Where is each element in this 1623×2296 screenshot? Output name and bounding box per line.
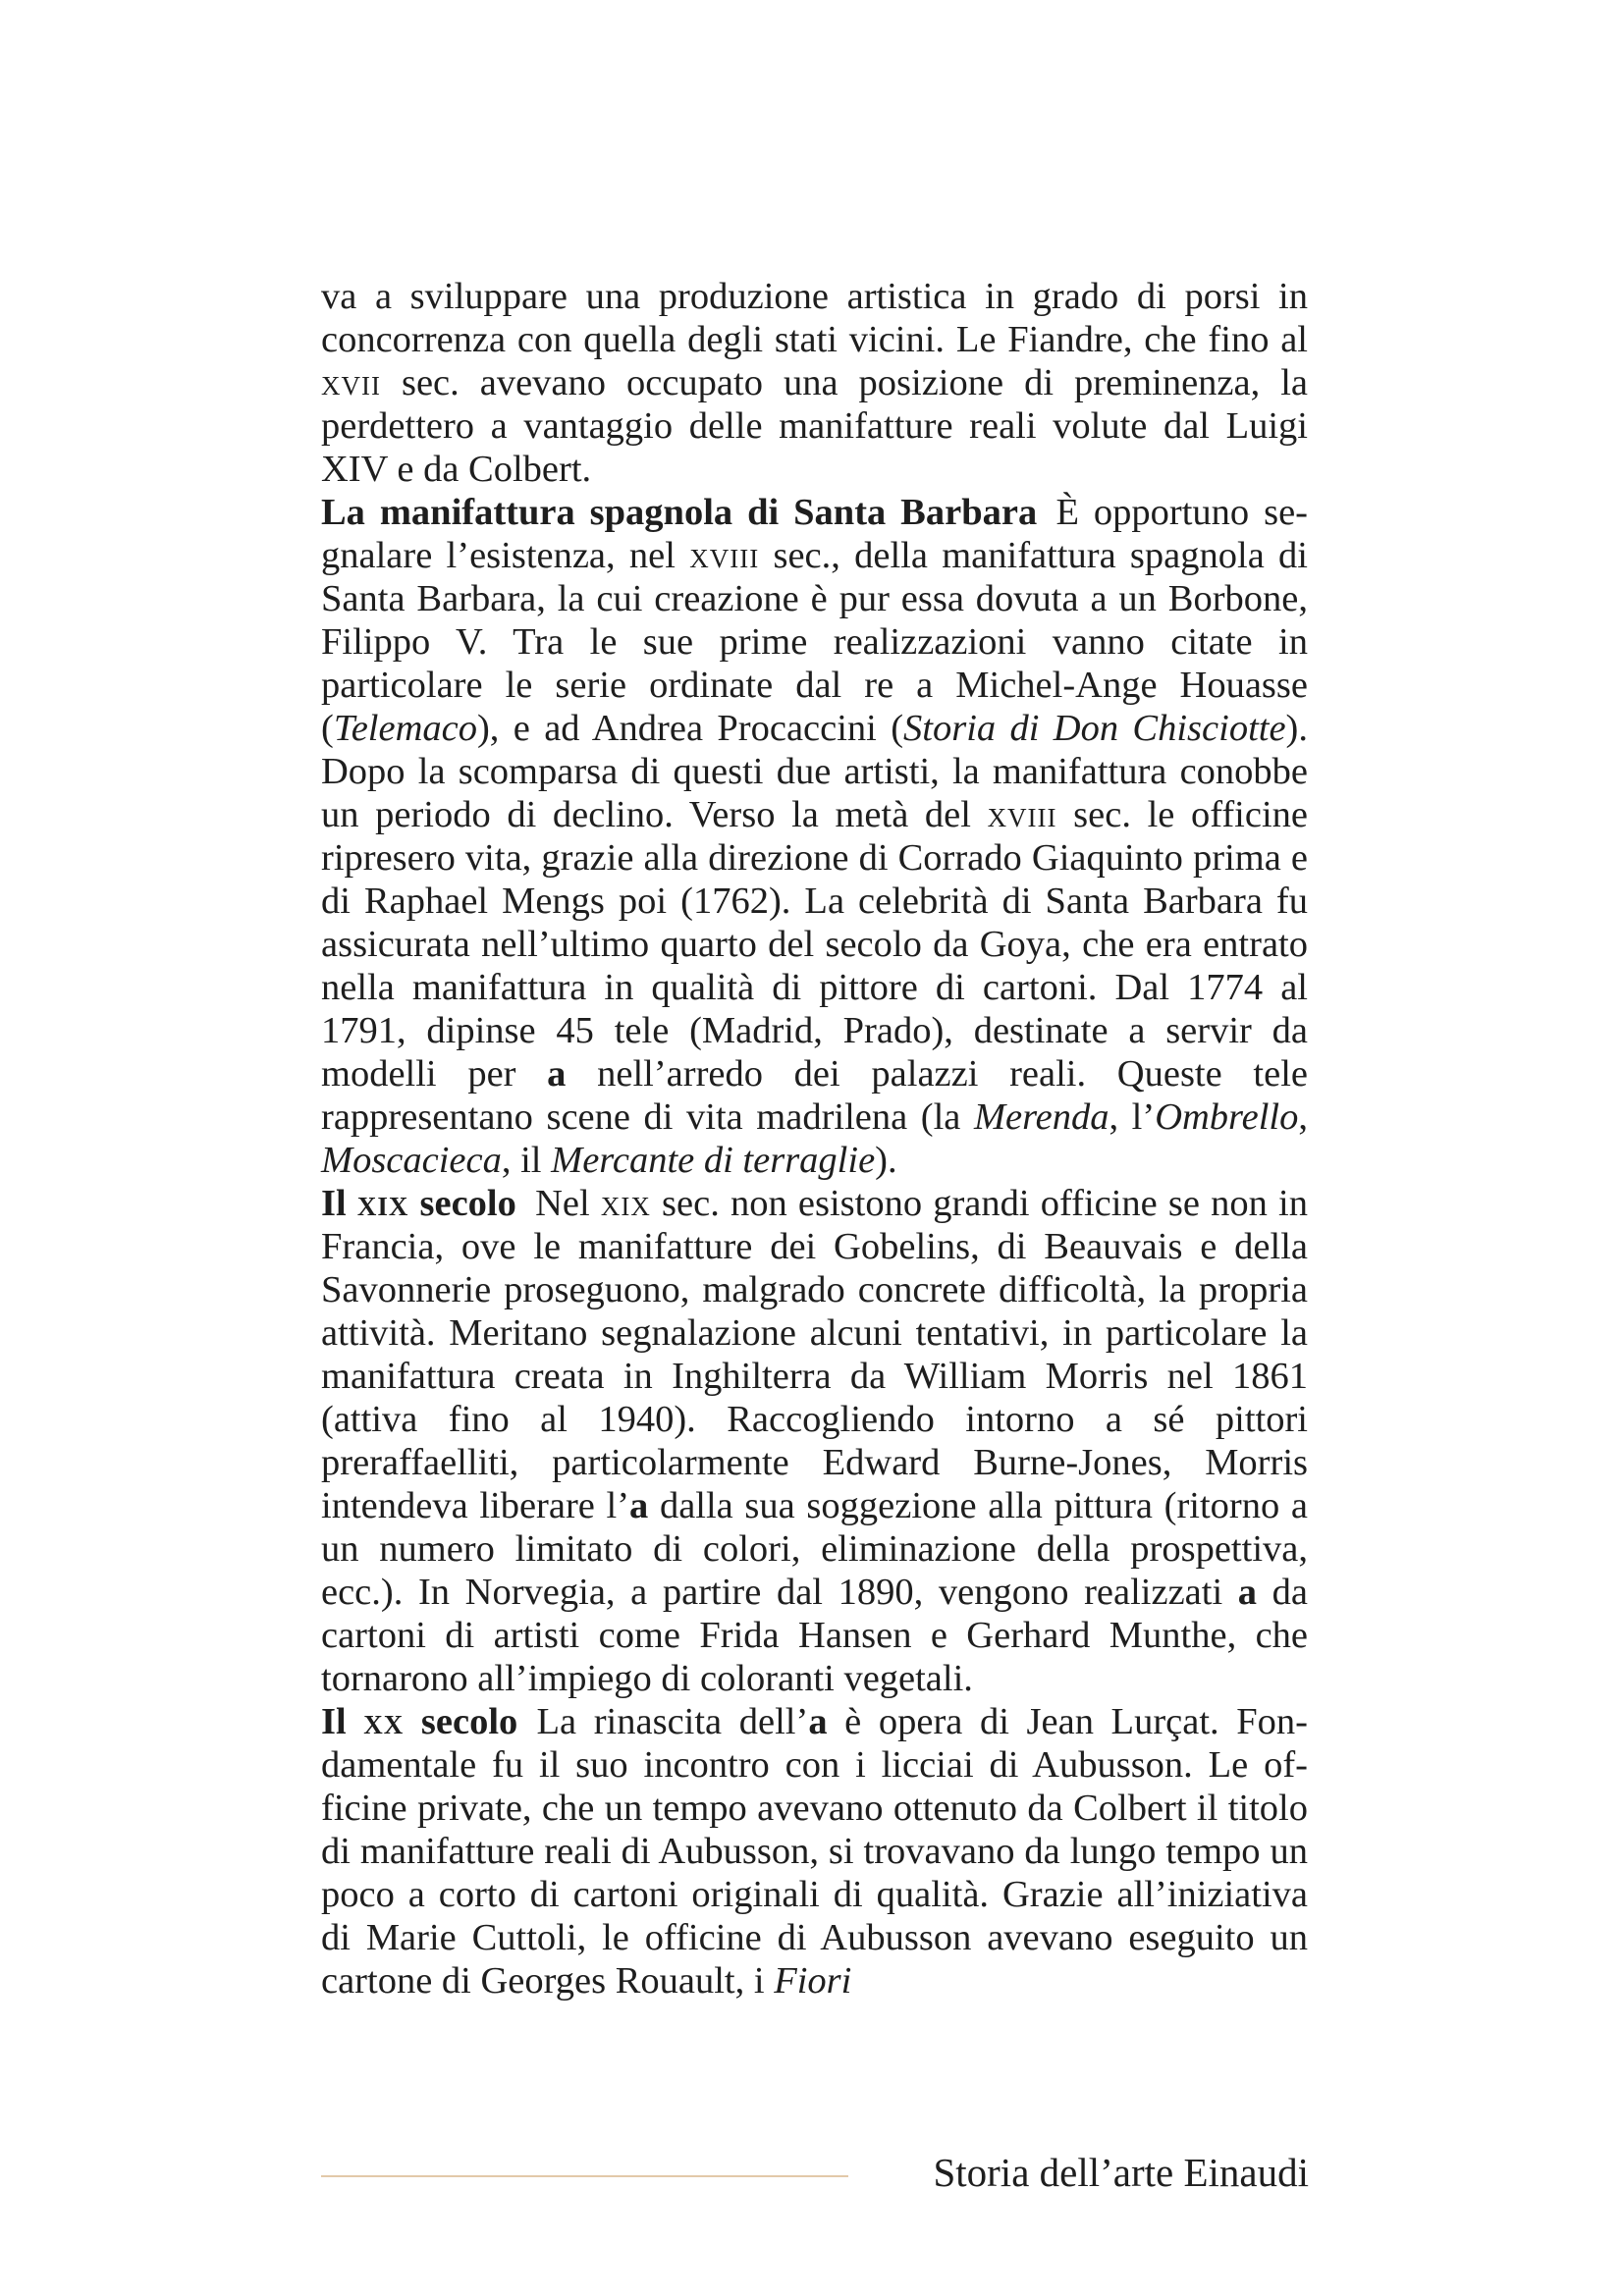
text-run: Fiori <box>774 1960 852 2002</box>
text-run: Mercante di terraglie <box>551 1140 876 1181</box>
text-run: sec. avevano occupato una posizione di preminenza, la perdettero a vantaggio delle manifatture reali volute dal Luigi XIV e da Colbert. <box>321 362 1308 490</box>
text-run: La rinascita dell’ <box>517 1701 809 1742</box>
footer-title: Storia dell’arte Einaudi <box>933 2150 1309 2195</box>
text-run: sec. le officine ripresero vita, grazie alla direzione di Corrado Giaquinto prima e di Raphael Mengs poi (1762). La celebrità di Santa Barbara fu assicurata nell’ultimo quarto del secolo da Goya, che era entrato nella manifattura in qualità di pittore di cartoni. Dal 1774 al 1791, dipinse 45 tele (Madrid, Prado), destinate a servir da modelli per <box>321 794 1308 1095</box>
text-run: xix <box>600 1183 651 1224</box>
text-run: sec. non esistono grandi officine se non in Francia, ove le manifatture dei Gobelins, di Beauvais e della Savonnerie proseguono, malgrado concrete difficoltà, la propria attività. Meritano segnalazione alcuni tentativi, in particolare la manifattura creata in Inghilterra da William Morris nel 1861 (attiva fino al 1940). Raccogliendo intorno a sé pittori preraffaelliti, particolarmente Edward Burne-Jones, Morris intendeva liberare l’ <box>321 1183 1308 1526</box>
section-heading-run: xx <box>363 1701 405 1742</box>
text-run: nell’arredo dei palazzi reali. Queste tele rappresentano scene di vita madrilena (la <box>321 1053 1308 1138</box>
text-run: Storia di Don Chisciotte <box>903 708 1286 749</box>
text-run: ), e ad Andrea Procaccini ( <box>476 708 904 749</box>
text-run: ). Dopo la scomparsa di questi due artisti, la manifattura conobbe un periodo di declino. Verso la metà del <box>321 708 1308 835</box>
footer-rule <box>321 2175 848 2177</box>
paragraph-santa-barbara <box>321 491 1308 1182</box>
text-run: , il <box>501 1140 552 1181</box>
paragraph-intro <box>321 275 1308 491</box>
text-run: ). <box>875 1140 897 1181</box>
text-run: dalla sua soggezione alla pittura (ritorno a un numero limitato di colori, eliminazione della prospettiva, ecc.). In Norvegia, a partire dal 1890, vengono realizzati <box>321 1485 1308 1613</box>
text-run: , l’ <box>1109 1096 1156 1138</box>
section-heading-run: La manifattura spagnola di Santa Barbara <box>321 492 1038 533</box>
body-text <box>321 275 1308 2002</box>
paragraph-xx-secolo <box>321 1700 1308 2002</box>
text-run: Moscacieca <box>321 1140 502 1181</box>
text-run: a <box>1237 1572 1258 1613</box>
text-run: xviii <box>689 535 760 576</box>
text-run: xvii <box>321 362 381 403</box>
section-heading-run: Il <box>321 1183 357 1224</box>
text-run: Telemaco <box>333 708 477 749</box>
section-heading-run: Il <box>321 1701 364 1742</box>
text-run: è opera di Jean Lurçat. Fondamentale fu il suo incontro con i licciai di Aubusson. Le officine private, che un tempo avevano ottenuto da Colbert il titolo di manifatture reali di Aubusson, si trovavano da lungo tempo un poco a corto di cartoni originali di qualità. Grazie all’iniziativa di Marie Cuttoli, le officine di Aubusson avevano eseguito un cartone di Georges Rouault, i <box>321 1701 1308 2002</box>
text-run: Ombrello <box>1155 1096 1299 1138</box>
section-heading-run: secolo <box>404 1701 518 1742</box>
section-heading-run: secolo <box>408 1183 516 1224</box>
text-run: Merenda <box>973 1096 1109 1138</box>
text-run: a <box>547 1053 567 1095</box>
text-run: sec., della manifattura spagnola di Santa Barbara, la cui creazione è pur essa dovuta a un Borbone, Filippo V. Tra le sue prime realizzazioni vanno citate in particolare le serie ordinate dal re a Michel-Ange Houasse ( <box>321 535 1308 749</box>
text-run: Nel <box>515 1183 601 1224</box>
text-run: a <box>808 1701 828 1742</box>
text-run: xviii <box>987 794 1057 835</box>
text-run: va a sviluppare una produzione artistica in grado di porsi in concorrenza con quella degli stati vicini. Le Fiandre, che fino al <box>321 276 1308 360</box>
text-run: da cartoni di artisti come Frida Hansen e Gerhard Munthe, che tornarono all’impiego di coloranti vegetali. <box>321 1572 1308 1699</box>
text-run: È opportuno segnalare l’esistenza, nel <box>321 492 1308 576</box>
section-heading-run: xix <box>356 1183 409 1224</box>
text-run: a <box>629 1485 649 1526</box>
text-run: , <box>1298 1096 1308 1138</box>
paragraph-xix-secolo <box>321 1182 1308 1700</box>
